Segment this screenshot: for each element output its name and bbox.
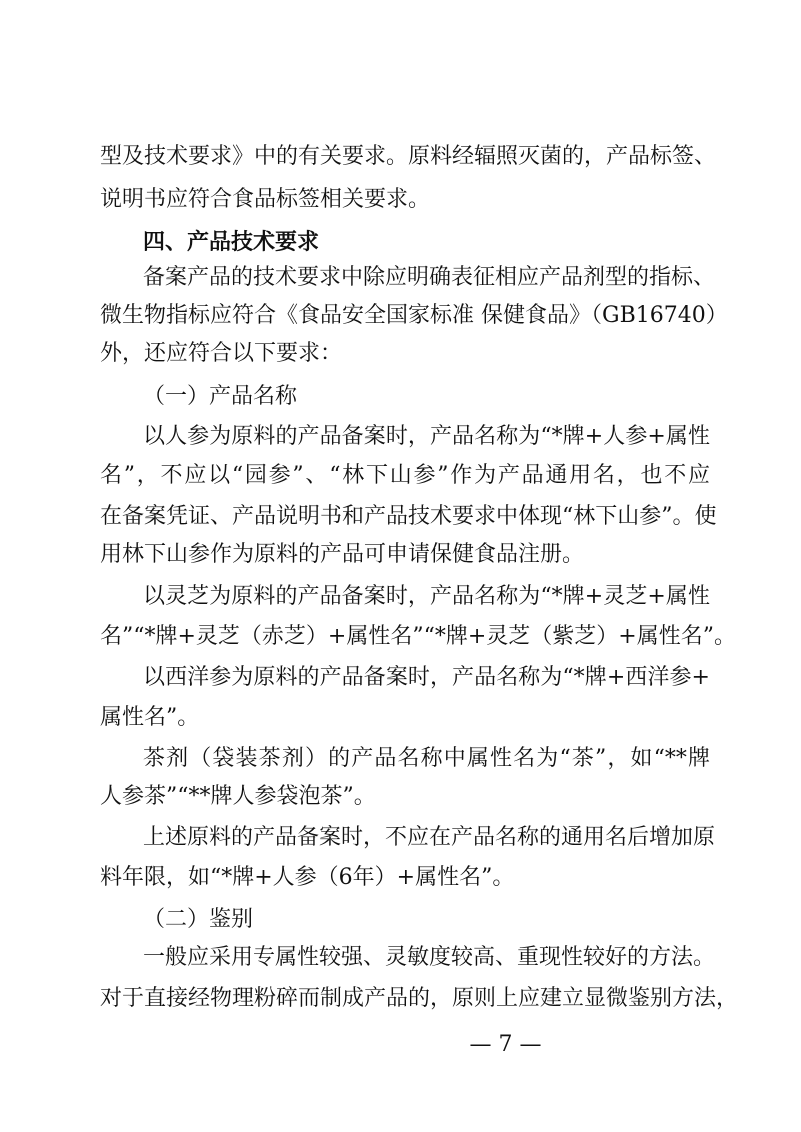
body-text-line: 茶剂（袋装茶剂）的产品名称中属性名为“茶”，如“**牌 bbox=[143, 746, 710, 771]
body-text-line: 一般应采用专属性较强、灵敏度较高、重现性较好的方法。 bbox=[143, 945, 716, 970]
body-text-line: 属性名”。 bbox=[100, 705, 200, 730]
body-text-line: 说明书应符合食品标签相关要求。 bbox=[100, 187, 431, 212]
body-text-line: 以人参为原料的产品备案时，产品名称为“*牌+人参+属性 bbox=[143, 424, 710, 449]
body-text-line: 外，还应符合以下要求： bbox=[100, 341, 343, 366]
body-text-line: 名”，不应以“园参”、“林下山参”作为产品通用名，也不应 bbox=[100, 463, 710, 488]
body-text-line: 以灵芝为原料的产品备案时，产品名称为“*牌+灵芝+属性 bbox=[143, 584, 710, 609]
subsection-heading: （二）鉴别 bbox=[143, 907, 254, 932]
subsection-heading: （一）产品名称 bbox=[143, 384, 298, 409]
page-number: — 7 — bbox=[469, 1032, 542, 1057]
body-text-line: 型及技术要求》中的有关要求。原料经辐照灭菌的，产品标签、 bbox=[100, 144, 717, 169]
body-text-line: 对于直接经物理粉碎而制成产品的，原则上应建立显微鉴别方法， bbox=[100, 986, 739, 1011]
body-text-line: 用林下山参作为原料的产品可申请保健食品注册。 bbox=[100, 542, 585, 567]
body-text-line: 上述原料的产品备案时，不应在产品名称的通用名后增加原 bbox=[143, 825, 716, 850]
body-text-line: 名”“*牌+灵芝（赤芝）+属性名”“*牌+灵芝（紫芝）+属性名”。 bbox=[100, 624, 736, 649]
body-text-line: 微生物指标应符合《食品安全国家标准 保健食品》（GB16740） bbox=[100, 303, 728, 328]
body-text-line: 人参茶”“**牌人参袋泡茶”。 bbox=[100, 784, 376, 809]
body-text-line: 料年限，如“*牌+人参（6年）+属性名”。 bbox=[100, 865, 515, 890]
section-heading: 四、产品技术要求 bbox=[143, 230, 320, 255]
body-text-line: 以西洋参为原料的产品备案时，产品名称为“*牌+西洋参+ bbox=[143, 665, 710, 690]
body-text-line: 备案产品的技术要求中除应明确表征相应产品剂型的指标、 bbox=[143, 265, 716, 290]
body-text-line: 在备案凭证、产品说明书和产品技术要求中体现“林下山参”。使 bbox=[100, 504, 717, 529]
